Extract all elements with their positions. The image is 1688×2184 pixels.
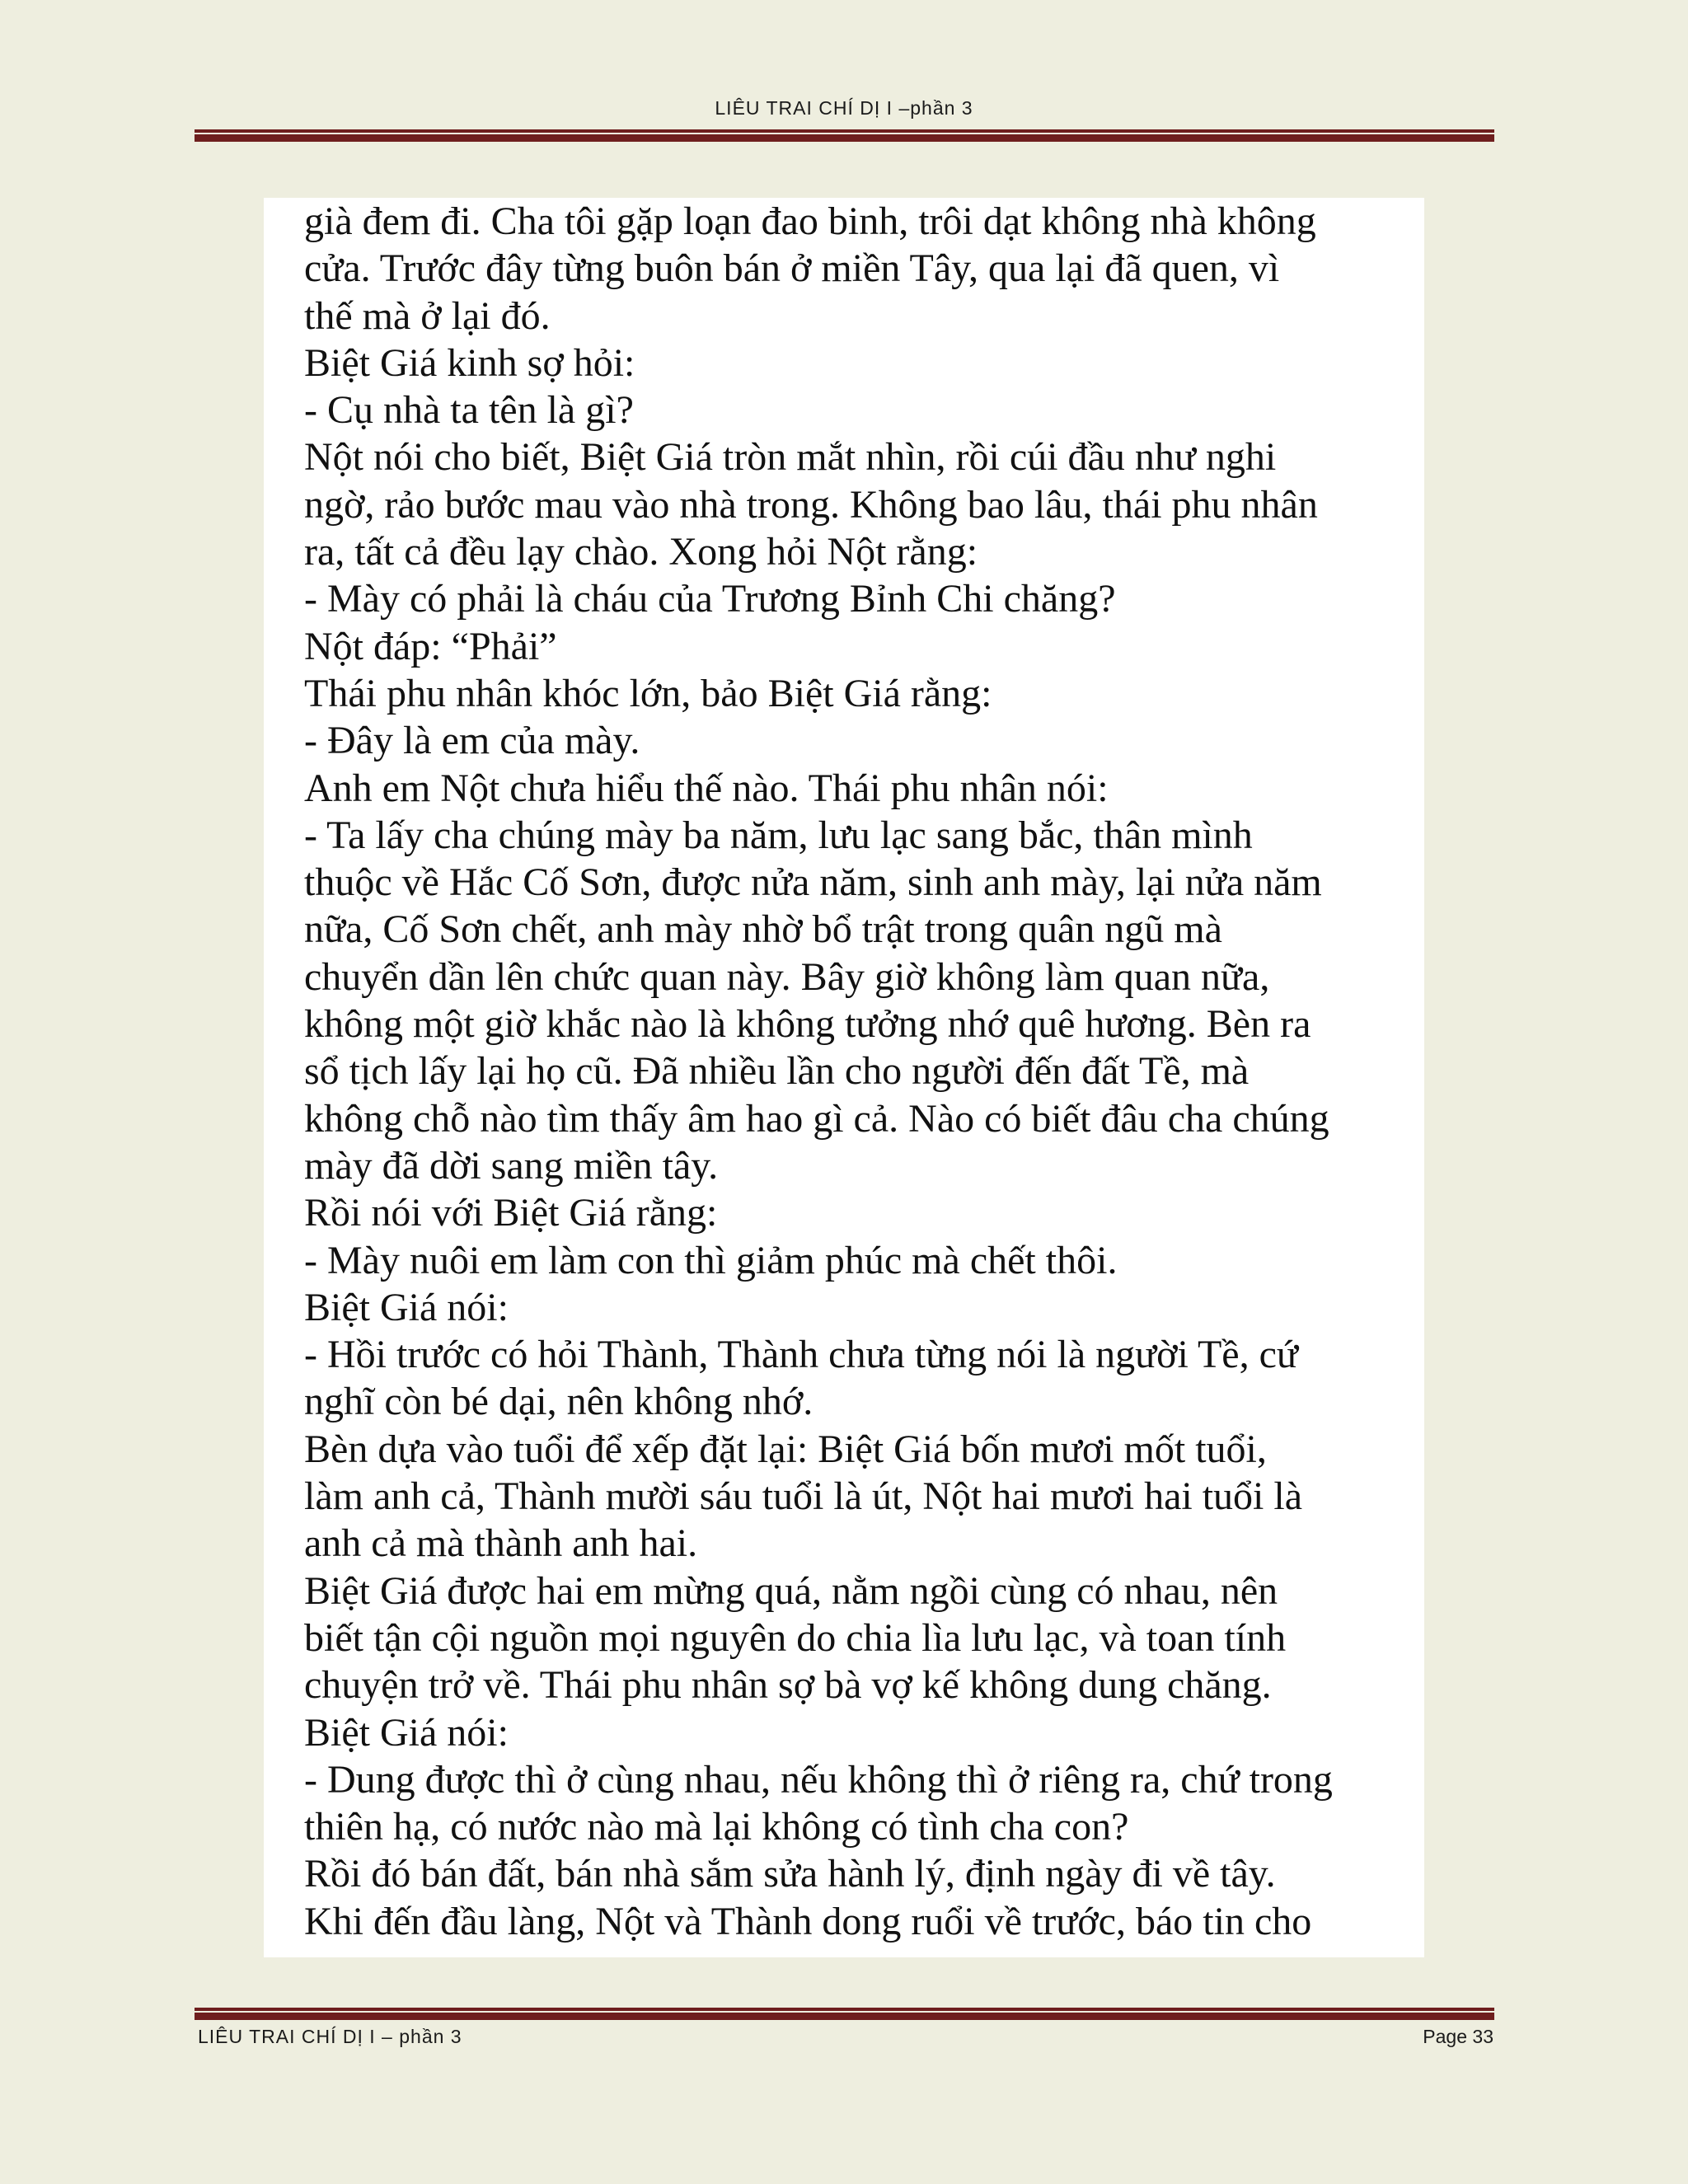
text-line: chuyện trở về. Thái phu nhân sợ bà vợ kế không dung chăng. xyxy=(304,1663,1272,1708)
text-line: không chỗ nào tìm thấy âm hao gì cả. Nào có biết đâu cha chúng xyxy=(304,1096,1329,1141)
text-line: Biệt Giá được hai em mừng quá, nằm ngồi cùng có nhau, nên xyxy=(304,1568,1278,1613)
text-line: - Dung được thì ở cùng nhau, nếu không thì ở riêng ra, chứ trong xyxy=(304,1757,1333,1802)
text-line: Biệt Giá nói: xyxy=(304,1710,509,1755)
text-line: không một giờ khắc nào là không tưởng nhớ quê hương. Bèn ra xyxy=(304,1002,1311,1047)
text-line: Biệt Giá nói: xyxy=(304,1285,509,1329)
text-line: Rồi đó bán đất, bán nhà sắm sửa hành lý, định ngày đi về tây. xyxy=(304,1852,1276,1896)
footer-title: LIÊU TRAI CHÍ DỊ I – phần 3 xyxy=(198,2026,462,2047)
text-line: Anh em Nột chưa hiểu thế nào. Thái phu nhân nói: xyxy=(304,766,1109,810)
text-line: Bèn dựa vào tuổi để xếp đặt lại: Biệt Giá bốn mươi mốt tuổi, xyxy=(304,1427,1267,1471)
text-line: mày đã dời sang miền tây. xyxy=(304,1143,719,1188)
body-text xyxy=(304,198,1433,1945)
text-line: - Đây là em của mày. xyxy=(304,719,640,763)
text-line: biết tận cội nguồn mọi nguyên do chia lìa lưu lạc, và toan tính xyxy=(304,1615,1287,1660)
text-line: anh cả mà thành anh hai. xyxy=(304,1521,698,1566)
header-divider xyxy=(195,129,1494,142)
page-header-title: LIÊU TRAI CHÍ DỊ I –phần 3 xyxy=(715,97,973,119)
text-line: Rồi nói với Biệt Giá rằng: xyxy=(304,1191,718,1235)
text-line: làm anh cả, Thành mười sáu tuổi là út, Nột hai mươi hai tuổi là xyxy=(304,1474,1303,1519)
text-line: Nột nói cho biết, Biệt Giá tròn mắt nhìn, rồi cúi đầu như nghi xyxy=(304,435,1277,480)
document-content-area xyxy=(264,198,1424,1957)
text-line: nghĩ còn bé dại, nên không nhớ. xyxy=(304,1380,814,1424)
text-line: sổ tịch lấy lại họ cũ. Đã nhiều lần cho người đến đất Tề, mà xyxy=(304,1049,1250,1094)
text-line: Biệt Giá kinh sợ hỏi: xyxy=(304,340,635,385)
text-line: - Ta lấy cha chúng mày ba năm, lưu lạc sang bắc, thân mình xyxy=(304,813,1253,857)
text-line: thuộc về Hắc Cố Sơn, được nửa năm, sinh anh mày, lại nửa năm xyxy=(304,860,1322,905)
text-line: cửa. Trước đây từng buôn bán ở miền Tây, qua lại đã quen, vì xyxy=(304,246,1280,291)
text-line: ngờ, rảo bước mau vào nhà trong. Không bao lâu, thái phu nhân xyxy=(304,482,1318,527)
text-line: nữa, Cố Sơn chết, anh mày nhờ bổ trật trong quân ngũ mà xyxy=(304,907,1222,952)
text-line: thiên hạ, có nước nào mà lại không có tình cha con? xyxy=(304,1805,1129,1849)
text-line: Thái phu nhân khóc lớn, bảo Biệt Giá rằng: xyxy=(304,671,992,715)
text-line: - Mày nuôi em làm con thì giảm phúc mà chết thôi. xyxy=(304,1238,1118,1282)
text-line: chuyển dần lên chức quan này. Bây giờ không làm quan nữa, xyxy=(304,954,1270,999)
text-line: già đem đi. Cha tôi gặp loạn đao binh, trôi dạt không nhà không xyxy=(304,199,1316,243)
footer-divider xyxy=(195,2008,1494,2020)
text-line: Khi đến đầu làng, Nột và Thành dong ruổi về trước, báo tin cho xyxy=(304,1899,1312,1943)
text-line: - Cụ nhà ta tên là gì? xyxy=(304,388,634,433)
page-number: Page 33 xyxy=(1423,2026,1493,2047)
text-line: ra, tất cả đều lạy chào. Xong hỏi Nột rằng: xyxy=(304,530,978,574)
text-line: - Hồi trước có hỏi Thành, Thành chưa từng nói là người Tề, cứ xyxy=(304,1333,1298,1377)
text-line: - Mày có phải là cháu của Trương Bỉnh Chi chăng? xyxy=(304,577,1116,621)
text-line: Nột đáp: “Phải” xyxy=(304,624,557,668)
text-line: thế mà ở lại đó. xyxy=(304,293,551,338)
